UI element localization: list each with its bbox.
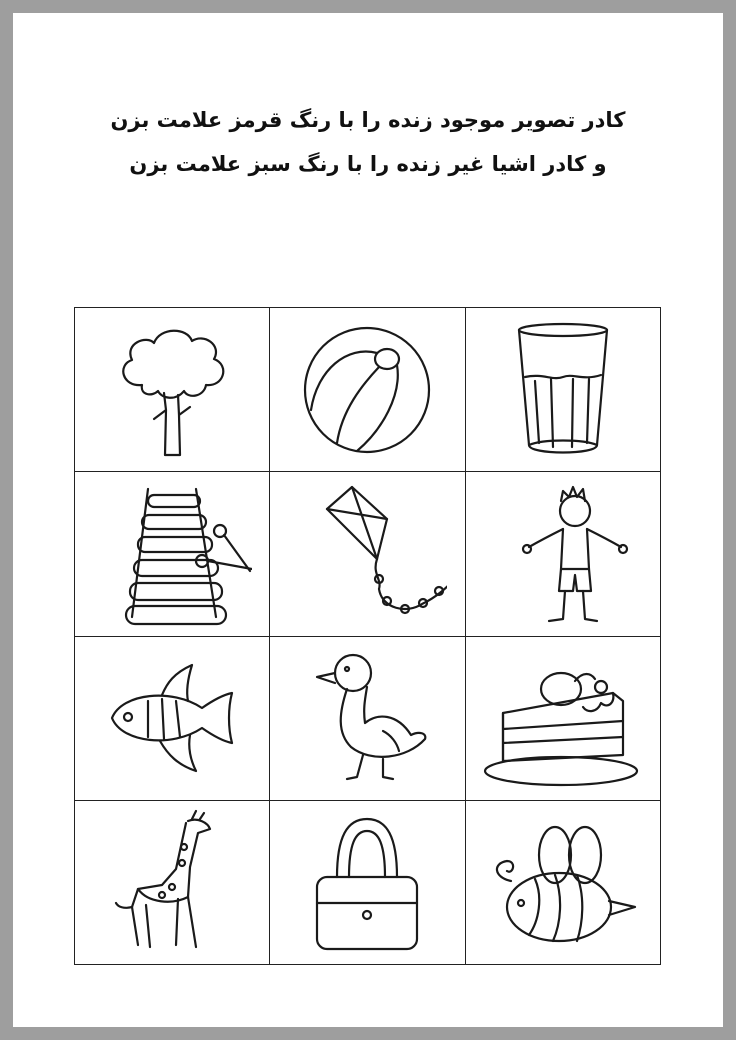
cell-xylophone[interactable] — [75, 472, 270, 636]
cell-glass[interactable] — [466, 308, 661, 472]
picture-grid — [74, 307, 661, 965]
cell-kite[interactable] — [270, 472, 465, 636]
glass-icon — [483, 315, 643, 465]
boy-icon — [483, 479, 643, 629]
cake-slice-icon — [483, 643, 643, 793]
beach-ball-icon — [287, 315, 447, 465]
instruction-line-1: کادر تصویر موجود زنده را با رنگ قرمز علامت بزن — [110, 108, 626, 132]
bee-icon — [483, 807, 643, 957]
instructions — [0, 98, 736, 186]
fish-icon — [92, 643, 252, 793]
tree-icon — [92, 315, 252, 465]
giraffe-icon — [92, 807, 252, 957]
cell-tree[interactable] — [75, 308, 270, 472]
instruction-line-2: و کادر اشیا غیر زنده را با رنگ سبز علامت بزن — [129, 152, 607, 176]
cell-giraffe[interactable] — [75, 801, 270, 965]
duck-icon — [287, 643, 447, 793]
cell-beach-ball[interactable] — [270, 308, 465, 472]
cell-cake[interactable] — [466, 637, 661, 801]
xylophone-icon — [92, 479, 252, 629]
cell-bee[interactable] — [466, 801, 661, 965]
cell-duck[interactable] — [270, 637, 465, 801]
cell-handbag[interactable] — [270, 801, 465, 965]
handbag-icon — [287, 807, 447, 957]
cell-boy[interactable] — [466, 472, 661, 636]
kite-icon — [287, 479, 447, 629]
cell-fish[interactable] — [75, 637, 270, 801]
